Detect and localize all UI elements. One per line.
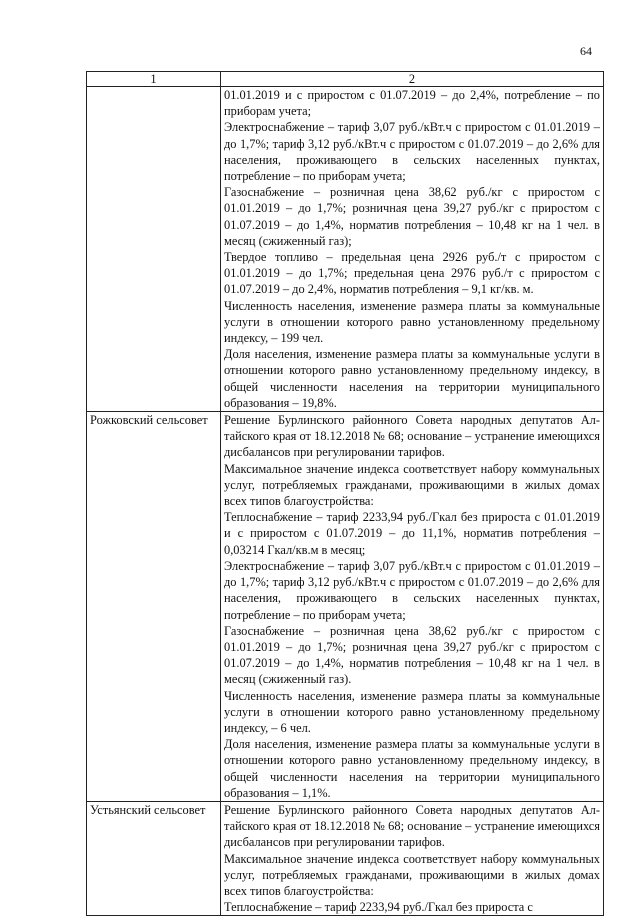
- description-paragraph: Решение Бурлинского районного Совета народных депутатов Алтайского края от 18.12.2018 № 68; основание – устранение имеющихся дисбалансов при регулировании тарифов.: [224, 413, 600, 460]
- description-paragraph: 01.01.2019 и с приростом с 01.07.2019 – до 2,4%, потребление – по приборам учета;: [224, 88, 600, 119]
- municipality-name: [87, 87, 221, 412]
- description-paragraph: Твердое топливо – предельная цена 2926 руб./т с приростом с 01.01.2019 – до 1,7%; предельная цена 2976 руб./т с приростом с 01.07.2019 – до 2,4%, норматив потребления – 9,1 кг/кв. м.: [224, 250, 600, 297]
- table-row: [87, 801, 604, 915]
- description-paragraph: Максимальное значение индекса соответствует набору коммунальных услуг, потребляемых гражданами, проживающими в жилых домах всех типов благоустройства:: [224, 851, 600, 898]
- description-paragraph: Доля населения, изменение размера платы за коммунальные услуги в отношении которого равно установленному предельному индексу, в общей численности населения на территории муниципального образования – 1,1%.: [224, 737, 600, 800]
- tariff-description: [221, 412, 604, 802]
- description-paragraph: Газоснабжение – розничная цена 38,62 руб./кг с приростом с 01.01.2019 – до 1,7%; розничная цена 39,27 руб./кг с приростом с 01.07.2019 – до 1,4%, норматив потребления – 10,48 кг на 1 чел. в месяц (сжиженный газ);: [224, 185, 600, 248]
- description-paragraph: Газоснабжение – розничная цена 38,62 руб./кг с приростом с 01.01.2019 – до 1,7%; розничная цена 39,27 руб./кг с приростом с 01.07.2019 – до 1,4%, норматив потребления – 10,48 кг на 1 чел. в месяц (сжиженный газ).: [224, 623, 600, 687]
- municipality-name: Устьянский сельсовет: [87, 801, 221, 915]
- description-paragraph: Численность населения, изменение размера платы за коммунальные услуги в отношении которого равно установленному предельному индексу, – 199 чел.: [224, 298, 600, 346]
- description-paragraph: Электроснабжение – тариф 3,07 руб./кВт.ч с приростом с 01.01.2019 – до 1,7%; тариф 3,12 руб./кВт.ч с приростом с 01.07.2019 – до 2,6% для населения, проживающего в сельских населенных пунктах, потребление – по приборам учета;: [224, 120, 600, 184]
- description-paragraph: Теплоснабжение – тариф 2233,94 руб./Гкал без прироста с: [224, 900, 533, 915]
- description-paragraph: Электроснабжение – тариф 3,07 руб./кВт.ч с приростом с 01.01.2019 – до 1,7%; тариф 3,12 руб./кВт.ч с приростом с 01.07.2019 – до 2,6% для населения, проживающего в сельских населенных пунктах, потребление – по приборам учета;: [224, 558, 600, 622]
- description-paragraph: Доля населения, изменение размера платы за коммунальные услуги в отношении которого равно установленному предельному индексу, в общей численности населения на территории муниципального образования – 19,8%.: [224, 347, 600, 410]
- description-paragraph: Решение Бурлинского районного Совета народных депутатов Алтайского края от 18.12.2018 № 68; основание – устранение имеющихся дисбалансов при регулировании тарифов.: [224, 802, 600, 850]
- municipality-name: Рожковский сельсовет: [87, 412, 221, 802]
- page-number: 64: [580, 44, 592, 58]
- table-body: [87, 87, 604, 916]
- column-header: 2: [221, 72, 604, 87]
- description-paragraph: Численность населения, изменение размера платы за коммунальные услуги в отношении которого равно установленному предельному индексу, – 6 чел.: [224, 688, 600, 735]
- table-header-row: [87, 72, 604, 87]
- column-header: 1: [87, 72, 221, 87]
- description-paragraph: Максимальное значение индекса соответствует набору коммунальных услуг, потребляемых гражданами, проживающими в жилых домах всех типов благоустройства:: [224, 461, 600, 509]
- tariff-table: [86, 71, 604, 916]
- table-row: [87, 87, 604, 412]
- tariff-description: [221, 801, 604, 915]
- description-paragraph: Теплоснабжение – тариф 2233,94 руб./Гкал без прироста с 01.01.2019 и с приростом с 01.07.2019 – до 11,1%, норматив потребления – 0,03214 Гкал/кв.м в месяц;: [224, 510, 600, 557]
- tariff-description: [221, 87, 604, 412]
- table-row: [87, 412, 604, 802]
